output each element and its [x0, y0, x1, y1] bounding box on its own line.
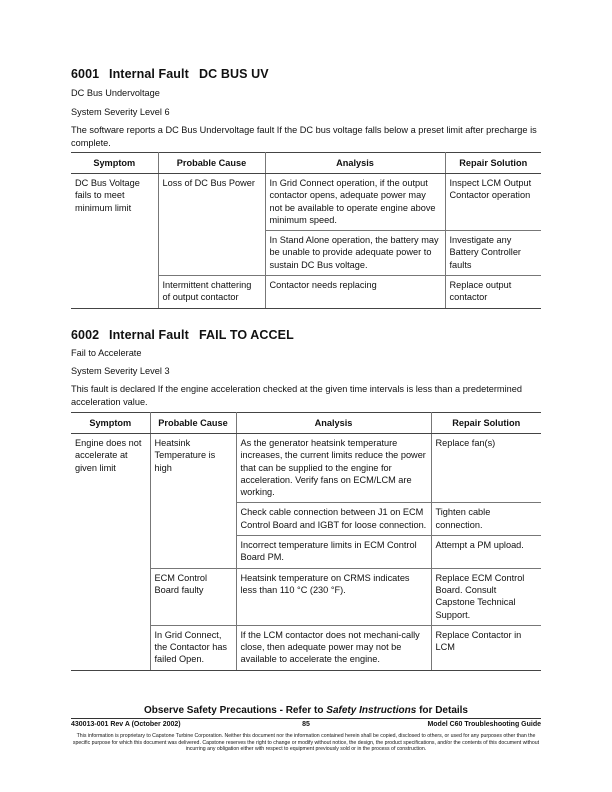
symptom-cell: Engine does not accelerate at given limit	[71, 434, 150, 671]
repair-cell: Inspect LCM Output Contactor operation	[445, 174, 541, 231]
safety-banner-emphasis: Safety Instructions	[326, 705, 417, 716]
repair-cell: Replace fan(s)	[431, 434, 541, 503]
analysis-cell: Contactor needs replacing	[265, 276, 445, 309]
cause-cell: Heatsink Temperature is high	[150, 434, 236, 569]
fault-description: This fault is declared If the engine acceleration checked at the given time intervals is less than a predetermined acceleration value.	[71, 384, 522, 407]
analysis-cell: Incorrect temperature limits in ECM Control Board PM.	[236, 536, 431, 569]
analysis-cell: In Stand Alone operation, the battery may be unable to provide adequate power to sustain DC Bus voltage.	[265, 231, 445, 276]
analysis-cell: Check cable connection between J1 on ECM Control Board and IGBT for loose connection.	[236, 503, 431, 536]
section-6001-heading	[71, 67, 269, 81]
analysis-cell: As the generator heatsink temperature increases, the current limits reduce the power that can be supplied to the engine for acceleration. Verify fans on ECM/LCM are working.	[236, 434, 431, 503]
header-symptom: Symptom	[71, 153, 158, 174]
fault-type: Internal Fault	[109, 67, 189, 81]
header-repair-solution: Repair Solution	[445, 153, 541, 174]
fault-type: Internal Fault	[109, 328, 189, 342]
proprietary-notice: This information is proprietary to Capstone Turbine Corporation. Neither this document nor the information contained herein shall be copied, disclosed to others, or used for any purposes other than the specific purpose for which this document was delivered. Capstone reserves the right to change or modify without notice, the design, the product specifications, and/or the contents of this document without incurring any obligation either with respect to equipment previously sold or in the process of construction.	[72, 733, 540, 753]
safety-banner-post: for Details	[416, 705, 468, 716]
header-probable-cause: Probable Cause	[158, 153, 265, 174]
header-repair-solution: Repair Solution	[431, 413, 541, 434]
repair-cell: Replace output contactor	[445, 276, 541, 309]
fault-name: FAIL TO ACCEL	[199, 328, 294, 342]
cause-cell: Intermittent chattering of output contactor	[158, 276, 265, 309]
table-row	[71, 174, 541, 231]
header-analysis: Analysis	[265, 153, 445, 174]
severity-level: System Severity Level 6	[71, 107, 170, 117]
severity-level: System Severity Level 3	[71, 366, 170, 376]
document-number: 430013-001 Rev A (October 2002)	[71, 721, 181, 728]
cause-cell: ECM Control Board faulty	[150, 568, 236, 625]
analysis-cell: Heatsink temperature on CRMS indicates less than 110 °C (230 °F).	[236, 568, 431, 625]
table-row	[71, 434, 541, 503]
table-header-row	[71, 153, 541, 174]
symptom-cell: DC Bus Voltage fails to meet minimum limit	[71, 174, 158, 309]
guide-title: Model C60 Troubleshooting Guide	[427, 721, 541, 728]
fault-code: 6002	[71, 328, 100, 342]
fault-code: 6001	[71, 67, 100, 81]
repair-cell: Tighten cable connection.	[431, 503, 541, 536]
cause-cell: In Grid Connect, the Contactor has failed Open.	[150, 625, 236, 670]
safety-banner-pre: Observe Safety Precautions - Refer to	[143, 705, 327, 716]
footer-divider	[71, 718, 541, 719]
repair-cell: Investigate any Battery Controller faults	[445, 231, 541, 276]
safety-banner	[0, 705, 612, 716]
cause-cell: Loss of DC Bus Power	[158, 174, 265, 276]
section-6002-heading	[71, 328, 294, 342]
header-analysis: Analysis	[236, 413, 431, 434]
fault-description: The software reports a DC Bus Undervoltage fault If the DC bus voltage falls below a preset limit after precharge is complete.	[71, 125, 537, 148]
repair-cell: Attempt a PM upload.	[431, 536, 541, 569]
page-number: 85	[302, 721, 310, 728]
header-probable-cause: Probable Cause	[150, 413, 236, 434]
fault-name: DC BUS UV	[199, 67, 269, 81]
table-header-row	[71, 413, 541, 434]
fault-subtitle: DC Bus Undervoltage	[71, 88, 160, 98]
analysis-cell: If the LCM contactor does not mechani-cally close, then adequate power may not be available to accelerate the engine.	[236, 625, 431, 670]
fault-6001-table	[71, 152, 541, 309]
repair-cell: Replace Contactor in LCM	[431, 625, 541, 670]
fault-subtitle: Fail to Accelerate	[71, 348, 142, 358]
repair-cell: Replace ECM Control Board. Consult Capstone Technical Support.	[431, 568, 541, 625]
fault-6002-table	[71, 412, 541, 671]
analysis-cell: In Grid Connect operation, if the output contactor opens, adequate power may not be available to operate engine above minimum speed.	[265, 174, 445, 231]
header-symptom: Symptom	[71, 413, 150, 434]
